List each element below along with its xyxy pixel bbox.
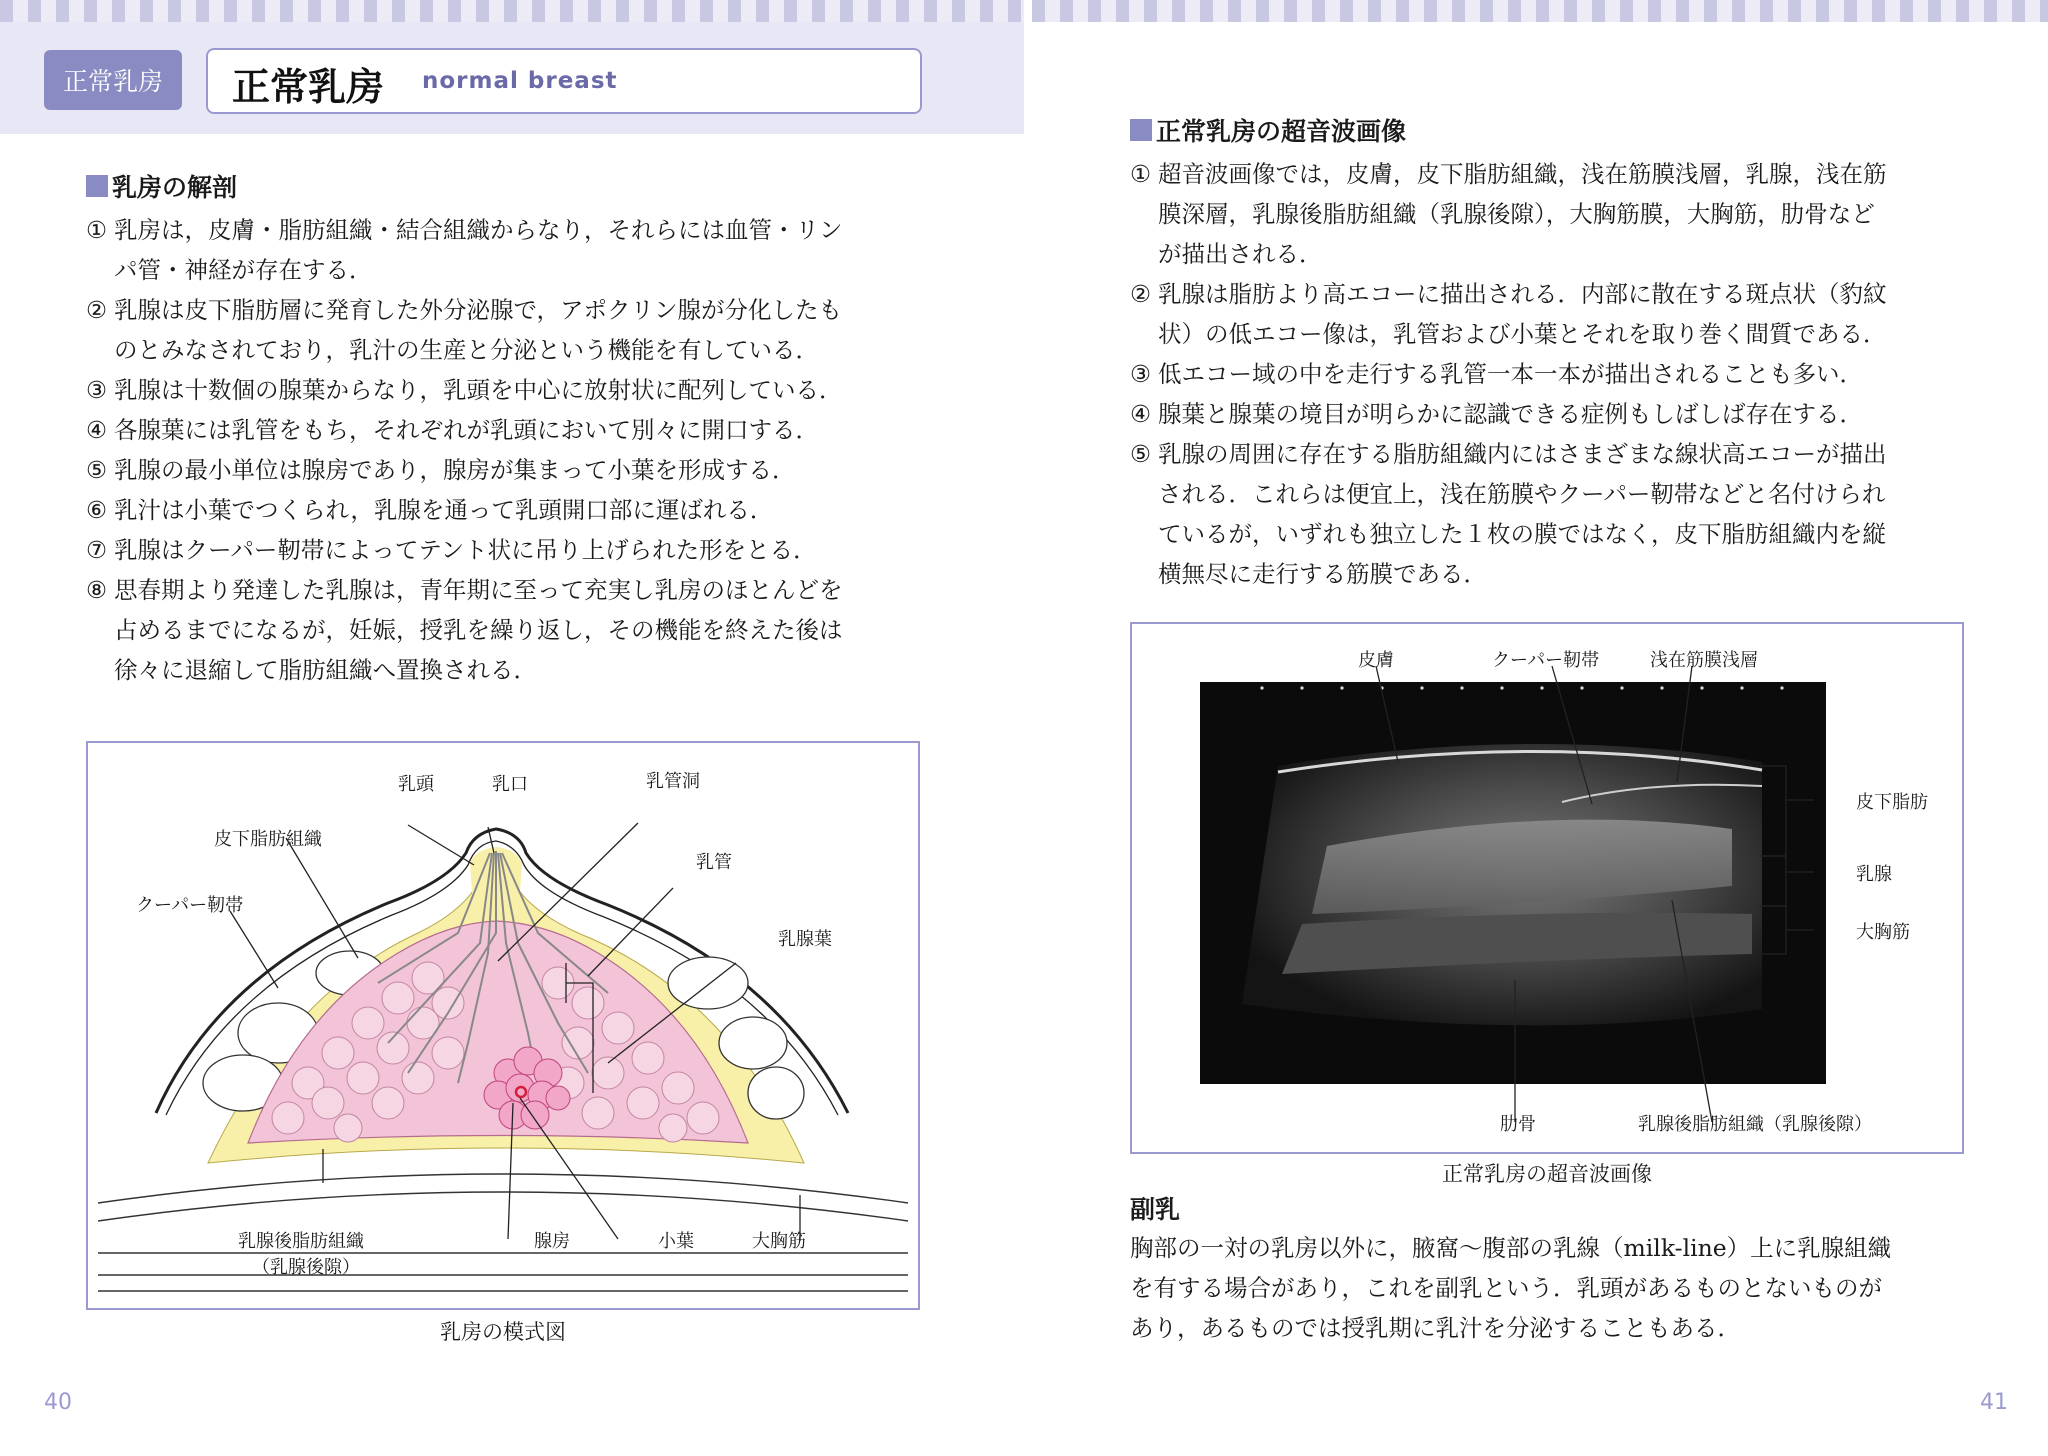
label-rib: 肋骨: [1500, 1114, 1536, 1135]
list-item-number: ③: [86, 376, 108, 404]
label-lobe: 乳腺葉: [778, 929, 832, 950]
page-number-left: 40: [44, 1390, 72, 1415]
list-item: [86, 530, 946, 570]
label-cooper-ligament: クーパー靭帯: [1492, 650, 1600, 671]
list-item-line: 徐々に退縮して脂肪組織へ置換される．: [114, 656, 537, 684]
paragraph-line: を有する場合があり，これを副乳という．乳頭があるものとないものが: [1130, 1274, 1882, 1302]
label-duct: 乳管: [696, 852, 732, 873]
label-acinus: 腺房: [534, 1231, 570, 1252]
heading-square-icon: [1130, 119, 1152, 141]
section-tab-chip: 正常乳房: [44, 50, 182, 110]
list-item: [86, 570, 946, 690]
list-item: [86, 490, 946, 530]
list-item-number: ⑤: [86, 456, 108, 484]
ultrasound-section: [1130, 112, 1980, 594]
list-item: [1130, 274, 1980, 354]
list-item-line: 腺葉と腺葉の境目が明らかに認識できる症例もしばしば存在する．: [1158, 400, 1863, 428]
label-retromammary-fat: 乳腺後脂肪組織（乳腺後隙）: [1638, 1114, 1872, 1135]
list-item-line: 横無尽に走行する筋膜である．: [1158, 560, 1487, 588]
list-item-line: 占めるまでになるが，妊娠，授乳を繰り返し，その機能を終えた後は: [114, 616, 843, 644]
list-item: [1130, 354, 1980, 394]
label-subcutaneous-fat: 皮下脂肪: [1856, 792, 1928, 813]
list-item: [86, 210, 946, 290]
label-retromammary-fat: 乳腺後脂肪組織: [238, 1231, 364, 1252]
paragraph-line: 胸部の一対の乳房以外に，腋窩〜腹部の乳線（milk-line）上に乳腺組織: [1130, 1234, 1892, 1262]
list-item: [1130, 154, 1980, 274]
list-item-number: ⑧: [86, 576, 108, 604]
list-item-number: ⑥: [86, 496, 108, 524]
label-lactiferous-sinus: 乳管洞: [646, 771, 700, 792]
accessory-paragraph: [1130, 1228, 1980, 1348]
list-item-line: 超音波画像では，皮膚，皮下脂肪組織，浅在筋膜浅層，乳腺，浅在筋: [1158, 160, 1887, 188]
list-item-line: のとみなされており，乳汁の生産と分泌という機能を有している．: [114, 336, 819, 364]
list-item-line: 乳汁は小葉でつくられ，乳腺を通って乳頭開口部に運ばれる．: [114, 496, 774, 524]
list-item-line: パ管・神経が存在する．: [114, 256, 373, 284]
list-item-line: 乳腺は脂肪より高エコーに描出される．内部に散在する斑点状（豹紋: [1158, 280, 1887, 308]
label-lobule: 小葉: [658, 1231, 694, 1252]
list-item-number: ③: [1130, 360, 1152, 388]
list-item-line: 乳房は，皮膚・脂肪組織・結合組織からなり，それらには血管・リン: [114, 216, 843, 244]
list-item-number: ⑤: [1130, 440, 1152, 468]
list-item-number: ④: [1130, 400, 1152, 428]
heading-square-icon: [86, 175, 108, 197]
list-item: [86, 290, 946, 370]
label-retromammary-space: （乳腺後隙）: [252, 1257, 360, 1278]
title-box: [206, 48, 922, 114]
list-item-number: ①: [86, 216, 108, 244]
list-item-number: ②: [1130, 280, 1152, 308]
list-item-line: 状）の低エコー像は，乳管および小葉とそれを取り巻く間質である．: [1158, 320, 1887, 348]
list-item: [86, 370, 946, 410]
label-nipple: 乳頭: [398, 774, 434, 795]
list-item-number: ②: [86, 296, 108, 324]
ultrasound-svg: [1132, 624, 1962, 1152]
top-dash-strip-right: [1032, 0, 2048, 22]
list-item-line: 膜深層，乳腺後脂肪組織（乳腺後隙），大胸筋膜，大胸筋，肋骨など: [1158, 200, 1875, 228]
list-item: [86, 450, 946, 490]
label-superficial-fascia: 浅在筋膜浅層: [1650, 650, 1758, 671]
list-item-line: 乳腺はクーパー靭帯によってテント状に吊り上げられた形をとる．: [114, 536, 817, 564]
accessory-heading: 副乳: [1130, 1195, 1181, 1224]
label-skin: 皮膚: [1358, 650, 1394, 671]
label-pectoralis-major: 大胸筋: [1856, 922, 1910, 943]
list-item-line: 思春期より発達した乳腺は，青年期に至って充実し乳房のほとんどを: [114, 576, 843, 604]
page-title: 正常乳房: [232, 65, 385, 109]
paragraph-line: あり，あるものでは授乳期に乳汁を分泌することもある．: [1130, 1314, 1741, 1342]
list-item-line: 乳腺は十数個の腺葉からなり，乳頭を中心に放射状に配列している．: [114, 376, 843, 404]
page-title-english: normal breast: [422, 68, 618, 94]
label-mammary-gland: 乳腺: [1856, 864, 1892, 885]
anatomy-list: [86, 210, 946, 690]
page-number-right: 41: [1980, 1390, 2008, 1415]
list-item: [1130, 394, 1980, 434]
top-dash-strip-left: [0, 0, 1024, 22]
breast-diagram-svg: [88, 743, 918, 1308]
ultrasound-heading: 正常乳房の超音波画像: [1130, 112, 1980, 148]
list-item-line: される．これらは便宜上，浅在筋膜やクーパー靭帯などと名付けられ: [1158, 480, 1886, 508]
list-item-line: 各腺葉には乳管をもち，それぞれが乳頭において別々に開口する．: [114, 416, 819, 444]
ultrasound-list: [1130, 154, 1980, 594]
label-pectoralis-major: 大胸筋: [752, 1231, 806, 1252]
list-item-number: ④: [86, 416, 108, 444]
list-item-line: ているが，いずれも独立した１枚の膜ではなく，皮下脂肪組織内を縦: [1158, 520, 1887, 548]
left-figure-caption: 乳房の模式図: [440, 1320, 566, 1344]
list-item-line: 乳腺の最小単位は腺房であり，腺房が集まって小葉を形成する．: [114, 456, 796, 484]
right-figure-caption: 正常乳房の超音波画像: [1442, 1162, 1652, 1186]
label-duct-opening: 乳口: [492, 774, 528, 795]
list-item-number: ⑦: [86, 536, 108, 564]
accessory-breast-section: [1130, 1190, 1980, 1348]
list-item: [1130, 434, 1980, 594]
list-item-number: ①: [1130, 160, 1152, 188]
label-subcutaneous-fat: 皮下脂肪組織: [214, 829, 322, 850]
list-item-line: 乳腺は皮下脂肪層に発育した外分泌腺で，アポクリン腺が分化したも: [114, 296, 843, 324]
list-item: [86, 410, 946, 450]
label-cooper-ligament: クーパー靭帯: [136, 895, 244, 916]
anatomy-section: [86, 168, 946, 690]
list-item-line: 低エコー域の中を走行する乳管一本一本が描出されることも多い．: [1158, 360, 1863, 388]
ultrasound-figure: [1130, 622, 1964, 1154]
anatomy-heading: 乳房の解剖: [86, 168, 946, 204]
list-item-line: が描出される．: [1158, 240, 1323, 268]
breast-diagram: [86, 741, 920, 1310]
list-item-line: 乳腺の周囲に存在する脂肪組織内にはさまざまな線状高エコーが描出: [1158, 440, 1887, 468]
